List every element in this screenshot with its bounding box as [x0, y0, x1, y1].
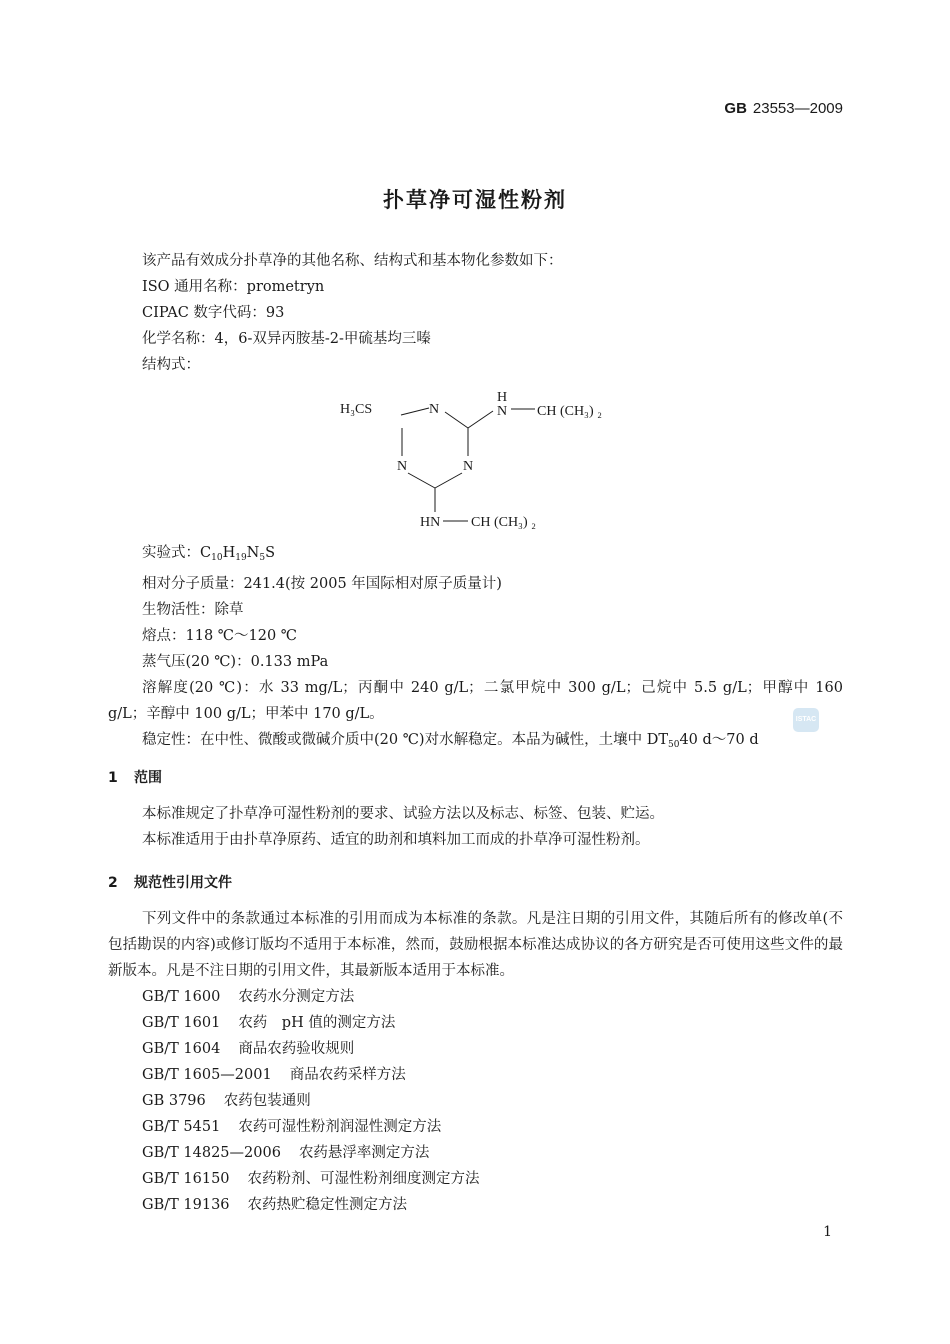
scope-paragraph-2: 本标准适用于由扑草净原药、适宜的助剂和填料加工而成的扑草净可湿性粉剂。 — [142, 832, 650, 848]
isopropyl-group-bottom: CH (CH₃) ₂ — [471, 515, 536, 530]
molecular-weight: 相对分子质量：241.4(按 2005 年国际相对原子质量计) — [142, 576, 502, 592]
scope-block — [108, 801, 843, 853]
standard-prefix: GB — [724, 100, 747, 117]
intro-lead: 该产品有效成分扑草净的其他名称、结构式和基本物化参数如下： — [142, 253, 563, 269]
reference-item: GB/T 1601 农药 pH 值的测定方法 — [142, 1015, 396, 1031]
iso-name: ISO 通用名称：prometryn — [142, 279, 325, 295]
methylthio-label: H₃CS — [340, 402, 373, 417]
intro-block — [108, 248, 843, 378]
structure-label: 结构式： — [142, 357, 200, 373]
melting-point: 熔点：118 ℃～120 ℃ — [142, 628, 298, 644]
standard-code — [724, 100, 843, 117]
vapor-pressure: 蒸气压(20 ℃)：0.133 mPa — [142, 654, 329, 670]
document-title: 扑草净可湿性粉剂 — [383, 188, 567, 212]
reference-item: GB/T 5451 农药可湿性粉剂润湿性测定方法 — [142, 1119, 442, 1135]
stability: 稳定性：在中性、微酸或微碱介质中(20 ℃)对水解稳定。本品为碱性，土壤中 $DT_{50}40$ d～70 d — [142, 732, 759, 750]
standard-number: 23553—2009 — [752, 100, 843, 117]
reference-item: GB/T 1600 农药水分测定方法 — [142, 989, 355, 1005]
amine-bottom: HN — [420, 515, 441, 530]
reference-item: GB/T 14825—2006 农药悬浮率测定方法 — [142, 1145, 430, 1161]
ring-nitrogen-left: N — [397, 459, 408, 474]
amine-nitrogen-top: N — [497, 404, 508, 419]
structural-formula — [335, 388, 625, 533]
ring-nitrogen-right: N — [463, 459, 474, 474]
biological-activity: 生物活性：除草 — [142, 602, 244, 618]
reference-item: GB/T 16150 农药粉剂、可湿性粉剂细度测定方法 — [142, 1171, 480, 1187]
references-block — [108, 906, 843, 1218]
chemical-name: 化学名称：4，6-双异丙胺基-2-甲硫基均三嗪 — [142, 331, 431, 347]
references-intro: 下列文件中的条款通过本标准的引用而成为本标准的条款。凡是注日期的引用文件，其随后所有的修改单(不包括勘误的内容)或修订版均不适用于本标准，然而，鼓励根据本标准达成协议的各方研究是否可使用这些文件的最新版本。凡是不注日期的引用文件，其最新版本适用于本标准。 — [108, 911, 843, 979]
ring-nitrogen-top: N — [429, 402, 440, 417]
scope-paragraph-1: 本标准规定了扑草净可湿性粉剂的要求、试验方法以及标志、标签、包装、贮运。 — [142, 806, 664, 822]
cipac-code: CIPAC 数字代码：93 — [142, 305, 285, 321]
reference-item: GB/T 1605—2001 商品农药采样方法 — [142, 1067, 406, 1083]
isopropyl-group-top: CH (CH₃) ₂ — [537, 404, 602, 419]
reference-item: GB/T 1604 商品农药验收规则 — [142, 1041, 355, 1057]
reference-item: GB 3796 农药包装通则 — [142, 1093, 311, 1109]
section-1-heading: 1 范围 — [108, 770, 162, 786]
page-number: 1 — [823, 1224, 832, 1240]
empirical-formula: 实验式：$C_{10}H_{19}N_5S$ — [142, 545, 276, 563]
section-2-heading: 2 规范性引用文件 — [108, 875, 232, 891]
reference-item: GB/T 19136 农药热贮稳定性测定方法 — [142, 1197, 408, 1213]
watermark-logo: ISTAC — [793, 708, 819, 732]
amine-hydrogen: H — [497, 390, 508, 405]
solubility: 溶解度(20 ℃)：水 33 mg/L；丙酮中 240 g/L；二氯甲烷中 300 g/L；己烷中 5.5 g/L；甲醇中 160 g/L；辛醇中 100 g/L；甲苯中 170 g/L。 — [108, 680, 843, 722]
properties-block — [108, 540, 843, 758]
